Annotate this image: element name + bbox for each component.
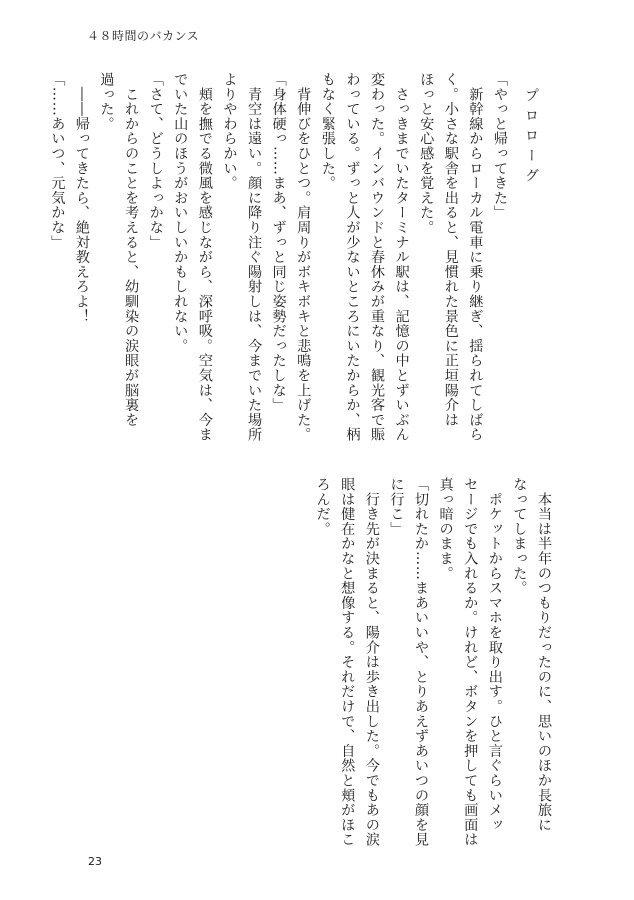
text-line: に行こ」	[388, 477, 405, 537]
text-line: く。小さな駅舎を出ると、見慣れた景色に正垣陽介は	[442, 72, 459, 428]
text-line: セージでも入れるか。けれど、ボタンを押しても画面は	[462, 477, 479, 847]
text-line: でいた山のほうがおいしいかもしれない。	[172, 72, 189, 354]
text-line: 頬を撫でる微風を感じながら、深呼吸。空気は、今ま	[196, 72, 213, 442]
text-line: ろんだ。	[314, 477, 331, 537]
text-line: 「やっと帰ってきた」	[492, 72, 508, 220]
text-line: 「……あいつ、元気かな」	[49, 72, 66, 250]
text-line: 新幹線からローカル電車に乗り継ぎ、揺られてしばら	[467, 72, 484, 442]
text-line: 背伸びをひとつ。肩周りがボキボキと悲鳴を上げた。	[295, 72, 312, 442]
text-line: ほっと安心感を覚えた。	[418, 72, 435, 235]
text-line: 変わった。インバウンドと春休みが重なり、観光客で賑	[369, 72, 386, 442]
text-line: 本当は半年のつもりだったのに、思いのほか長旅に	[536, 477, 552, 833]
text-line: 「身体硬っ……まあ、ずっと同じ姿勢だったしな」	[270, 72, 287, 413]
text-line: これからのことを考えると、幼馴染の涙眼が脳裏を	[123, 72, 140, 428]
text-line: 行き先が決まると、陽介は歩き出した。今でもあの涙	[363, 477, 380, 847]
text-line: 眼は健在かなと想像する。それだけで、自然と頬がほこ	[339, 477, 356, 847]
page-number: 23	[88, 855, 102, 868]
text-line: 過った。	[98, 72, 115, 132]
text-line: 「さて、どうしよっかな」	[147, 72, 164, 250]
text-line: もなく緊張した。	[319, 72, 336, 191]
text-line: 青空は遠い。顔に降り注ぐ陽射しは、今までいた場所	[246, 72, 263, 442]
text-line: わっている。ずっと人が少ないところにいたからか、柄	[344, 72, 361, 442]
text-line: なってしまった。	[511, 477, 528, 596]
body-text-upper	[45, 72, 512, 452]
text-line: 真っ暗のまま。	[437, 477, 454, 581]
chapter-title: プロローグ	[523, 88, 539, 188]
text-line: 「切れたか……まあいいや、とりあえずあいつの顔を見	[413, 477, 430, 847]
body-text-lower	[310, 477, 556, 857]
running-title: ４８時間のバカンス	[87, 29, 200, 43]
text-line: ポケットからスマホを取り出す。ひと言ぐらいメッ	[486, 477, 503, 833]
text-line: よりやわらかい。	[221, 72, 238, 191]
text-line: ――帰ってきたら、絶対教えろよ！	[73, 72, 90, 324]
text-line: さっきまでいたターミナル駅は、記憶の中とずいぶん	[393, 72, 410, 442]
